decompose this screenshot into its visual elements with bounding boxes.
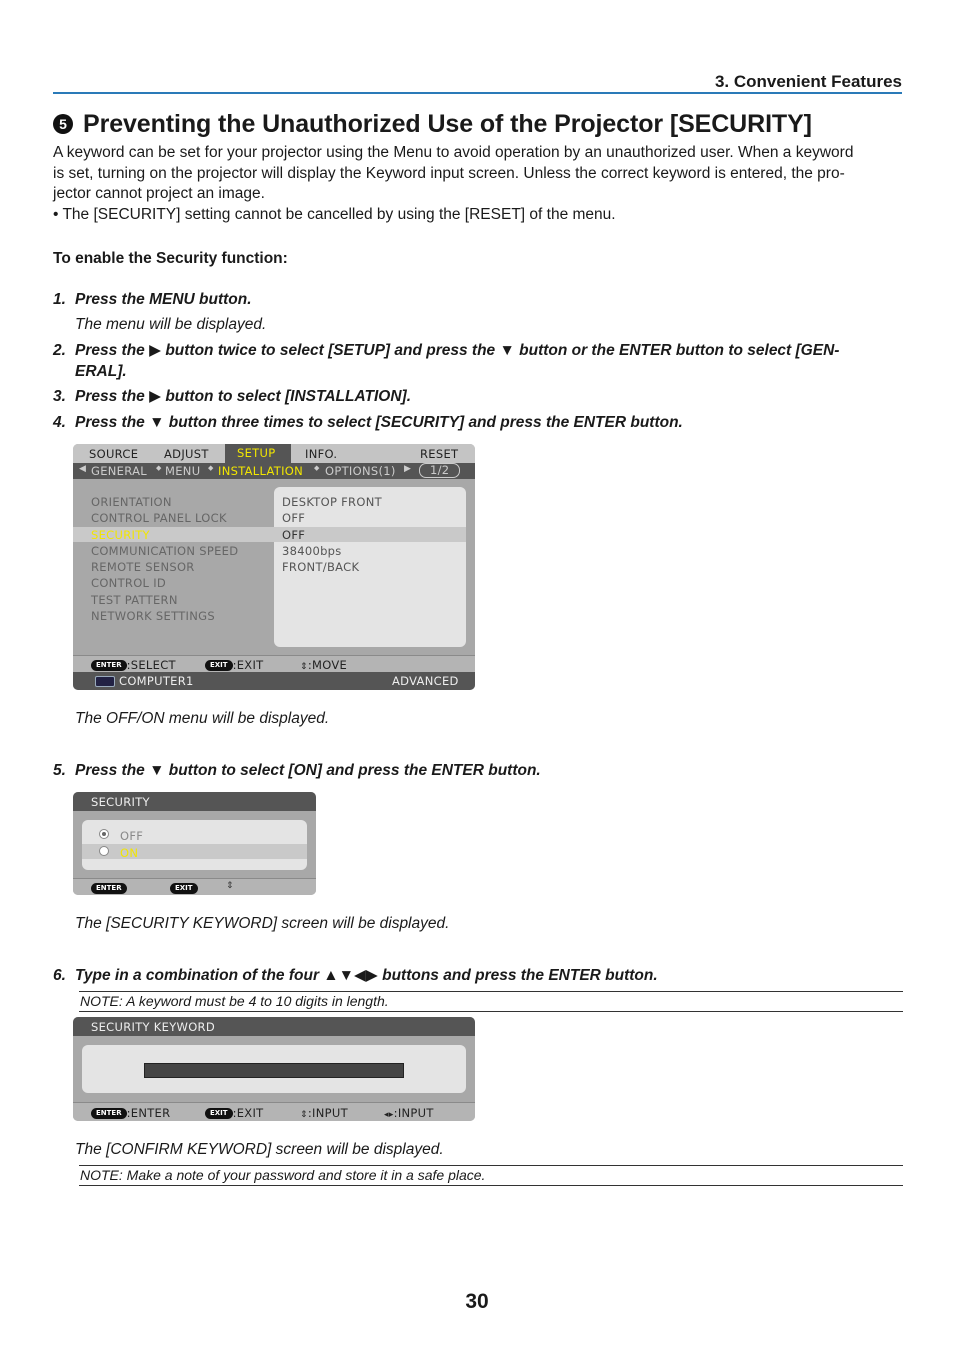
step-text: ERAL]. — [75, 362, 127, 380]
highlight-row — [82, 844, 307, 859]
osd-tab-bar — [73, 444, 475, 463]
step-text: Press the ▼ button to select [ON] and press the ENTER button. — [75, 762, 541, 779]
step-number: 6. — [53, 967, 66, 984]
page-indicator: 1/2 — [419, 463, 460, 478]
footer-select — [91, 658, 176, 672]
footer-input-updown — [300, 1106, 348, 1120]
footer-input-label: :INPUT — [393, 1106, 434, 1120]
osd-subtab-bar — [73, 463, 475, 479]
status-source: COMPUTER1 — [119, 674, 194, 688]
value-remote-sensor: FRONT/BACK — [282, 560, 360, 574]
left-arrow-icon: ◀ — [79, 464, 87, 474]
intro-bullet: • The [SECURITY] setting cannot be cancelled by using the [RESET] of the menu. — [53, 206, 616, 223]
step-4 — [53, 413, 913, 434]
subtab-installation[interactable]: INSTALLATION — [218, 464, 304, 478]
dialog-footer — [73, 878, 316, 895]
footer-exit — [205, 1106, 264, 1120]
radio-on-icon[interactable] — [99, 846, 109, 856]
tab-reset[interactable]: RESET — [420, 447, 459, 461]
exit-key-icon: EXIT — [205, 1108, 233, 1119]
subtab-options[interactable]: OPTIONS(1) — [325, 464, 396, 478]
intro-line: is set, turning on the projector will display the Keyword input screen. Unless the correct keyword is entered, the pro- — [53, 164, 845, 182]
step-4-caption: The OFF/ON menu will be displayed. — [75, 710, 330, 727]
title-text: Preventing the Unauthorized Use of the Projector [SECURITY] — [83, 109, 812, 138]
dialog-footer — [73, 1102, 475, 1121]
up-down-icon: ⇕ — [300, 662, 308, 672]
menu-item-security[interactable]: SECURITY — [91, 528, 150, 542]
step-number: 4. — [53, 414, 66, 431]
dialog-title-bar — [73, 1017, 475, 1036]
page-title — [53, 108, 913, 140]
dot-icon: ◆ — [314, 464, 320, 472]
computer-input-icon — [95, 676, 115, 687]
osd-setup-menu — [73, 444, 475, 690]
step-text: Press the MENU button. — [75, 291, 252, 308]
tab-adjust[interactable]: ADJUST — [164, 447, 209, 461]
step-2 — [53, 341, 903, 382]
radio-off-icon[interactable] — [99, 829, 109, 839]
menu-item-communication-speed[interactable]: COMMUNICATION SPEED — [91, 544, 239, 558]
subtab-general[interactable]: GENERAL — [91, 464, 147, 478]
dialog-title-bar — [73, 792, 316, 811]
dot-icon: ◆ — [208, 464, 214, 472]
step-number: 3. — [53, 388, 66, 405]
step-text: Press the ▶ button twice to select [SETUP] and press the ▼ button or the ENTER button to select [GEN- — [75, 342, 840, 359]
menu-item-network-settings[interactable]: NETWORK SETTINGS — [91, 609, 215, 623]
note-keyword-length: NOTE: A keyword must be 4 to 10 digits in length. — [79, 991, 903, 1012]
step-number: 5. — [53, 762, 66, 779]
value-control-panel-lock: OFF — [282, 511, 306, 525]
footer-enter-label: :ENTER — [126, 1106, 171, 1120]
footer-exit-label: :EXIT — [232, 1106, 264, 1120]
value-communication-speed: 38400bps — [282, 544, 342, 558]
value-orientation: DESKTOP FRONT — [282, 495, 382, 509]
step-5-caption: The [SECURITY KEYWORD] screen will be displayed. — [75, 915, 450, 932]
up-down-icon: ⇕ — [226, 881, 234, 891]
exit-key-icon: EXIT — [170, 883, 198, 894]
tab-info[interactable]: INFO. — [305, 447, 338, 461]
value-security: OFF — [282, 528, 306, 542]
footer-select-label: :SELECT — [126, 658, 176, 672]
up-down-icon: ⇕ — [300, 1110, 308, 1120]
step-6-caption: The [CONFIRM KEYWORD] screen will be displayed. — [75, 1141, 444, 1158]
subheading: To enable the Security function: — [53, 250, 288, 267]
footer-exit — [205, 658, 264, 672]
note-store-password: NOTE: Make a note of your password and store it in a safe place. — [79, 1165, 903, 1186]
dialog-title: SECURITY — [91, 795, 150, 809]
menu-item-test-pattern[interactable]: TEST PATTERN — [91, 593, 178, 607]
step-3 — [53, 387, 913, 408]
osd-security-keyword — [73, 1017, 475, 1121]
page-number: 30 — [465, 1290, 489, 1313]
step-number: 1. — [53, 291, 66, 308]
footer-input-leftright — [384, 1106, 434, 1120]
step-text: Press the ▼ button three times to select [SECURITY] and press the ENTER button. — [75, 414, 683, 431]
menu-item-control-panel-lock[interactable]: CONTROL PANEL LOCK — [91, 511, 227, 525]
section-number-badge: 5 — [53, 114, 73, 134]
keyword-input[interactable] — [144, 1063, 404, 1078]
tab-setup[interactable]: SETUP — [225, 444, 291, 463]
step-5 — [53, 761, 913, 782]
footer-enter — [91, 881, 127, 895]
enter-key-icon: ENTER — [91, 1108, 127, 1119]
intro-line: jector cannot project an image. — [53, 185, 265, 202]
step-text: Press the ▶ button to select [INSTALLATION]. — [75, 388, 411, 405]
menu-item-control-id[interactable]: CONTROL ID — [91, 576, 167, 590]
intro-paragraph — [53, 143, 902, 205]
footer-enter — [91, 1106, 170, 1120]
section-header: 3. Convenient Features — [53, 72, 902, 94]
step-1 — [53, 290, 913, 311]
right-arrow-icon: ▶ — [404, 464, 412, 474]
osd-footer — [73, 655, 475, 673]
intro-line: A keyword can be set for your projector using the Menu to avoid operation by an unauthorized user. When a keyword — [53, 144, 854, 161]
option-off[interactable]: OFF — [120, 829, 144, 843]
enter-key-icon: ENTER — [91, 883, 127, 894]
footer-move-label: :MOVE — [307, 658, 348, 672]
status-mode: ADVANCED — [392, 674, 459, 688]
step-6 — [53, 966, 913, 987]
exit-key-icon: EXIT — [205, 660, 233, 671]
subtab-menu[interactable]: MENU — [165, 464, 201, 478]
dot-icon: ◆ — [156, 464, 162, 472]
dialog-title: SECURITY KEYWORD — [91, 1020, 215, 1034]
left-right-icon: ◂▸ — [384, 1110, 394, 1120]
footer-move — [300, 658, 347, 672]
tab-source[interactable]: SOURCE — [89, 447, 139, 461]
menu-item-remote-sensor[interactable]: REMOTE SENSOR — [91, 560, 195, 574]
step-1-caption: The menu will be displayed. — [75, 316, 267, 333]
option-on[interactable]: ON — [120, 846, 139, 860]
footer-input-label: :INPUT — [307, 1106, 348, 1120]
step-number: 2. — [53, 342, 66, 359]
footer-exit — [170, 881, 198, 895]
step-text: Type in a combination of the four ▲▼◀▶ buttons and press the ENTER button. — [75, 967, 658, 984]
footer-exit-label: :EXIT — [232, 658, 264, 672]
enter-key-icon: ENTER — [91, 660, 127, 671]
osd-status-bar — [73, 672, 475, 690]
menu-item-orientation[interactable]: ORIENTATION — [91, 495, 172, 509]
osd-security-dialog — [73, 792, 316, 895]
